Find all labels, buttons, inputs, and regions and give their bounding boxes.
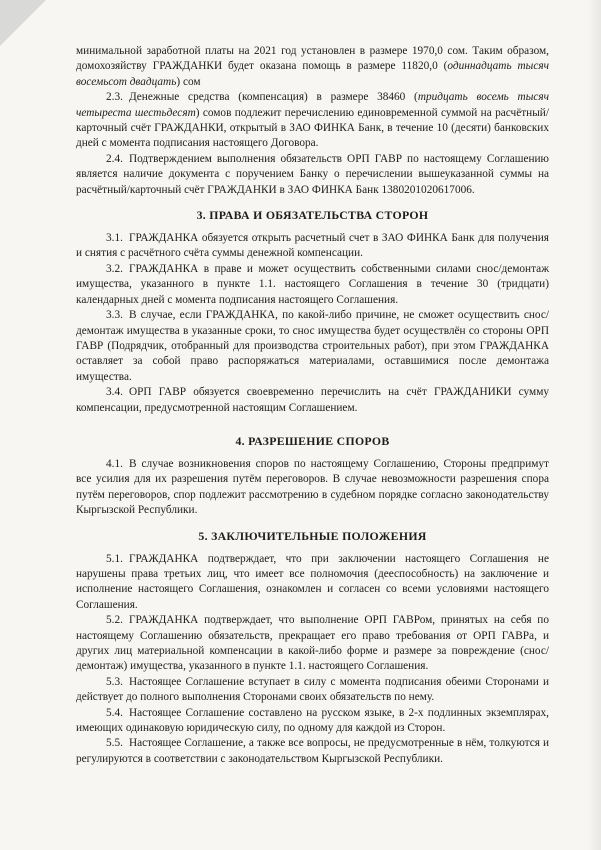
clause-number: 3.2. xyxy=(106,262,123,275)
clause-number: 5.5. xyxy=(106,737,123,750)
clause-text: ГРАЖДАНКА подтверждает, что при заключении настоящего Соглашения не нарушены права третьих лиц, что имеет все полномочия (дееспособность) на заключение и исполнение настоящего Соглашения, ознакомлен и согласен со всеми условиями настоящего Соглашения. xyxy=(76,552,549,611)
intro-text-end: ) сом xyxy=(176,75,201,88)
document-body xyxy=(76,44,549,767)
clause-5-1 xyxy=(76,552,549,614)
clause-number: 5.3. xyxy=(106,675,123,688)
clause-text: Настоящее Соглашение, а также все вопросы, не предусмотренные в нём, толкуются и регулируются в соответствии с законодательством Кыргызской Республики. xyxy=(76,737,549,765)
clause-5-3 xyxy=(76,675,549,706)
scan-edge-shadow xyxy=(587,0,601,850)
clause-text: Денежные средства (компенсация) в размере 38460 ( xyxy=(128,91,418,104)
clause-number: 3.4. xyxy=(106,386,123,399)
clause-text: В случае, если ГРАЖДАНКА, по какой-либо причине, не сможет осуществить снос/демонтаж имущества в указанные сроки, то снос имущества будет осуществлён со стороны ОРП ГАВР (Подрядчик, отобранный для производства строительных работ), при этом ГРАЖДАНКА оставляет за собой право распоряжаться материалами, оставшимися после демонтажа имущества. xyxy=(76,309,549,383)
clause-5-5 xyxy=(76,736,549,767)
clause-italic-amount: тридцать восемь тысяч четыреста шестьдесят xyxy=(76,91,550,119)
clause-text-end: ) сомов подлежит перечислению единовременной суммой на расчётный/карточный счёт ГРАЖДАНКИ, открытый в ЗАО ФИНКА Банк, в течение 10 (десяти) банковских дней с момента подписания настоящего Договора. xyxy=(76,106,549,150)
section-5-title: 5. ЗАКЛЮЧИТЕЛЬНЫЕ ПОЛОЖЕНИЯ xyxy=(198,528,427,543)
clause-number: 5.2. xyxy=(106,614,123,627)
clause-3-2 xyxy=(76,262,549,308)
clause-text: Настоящее Соглашение вступает в силу с момента подписания обеими Сторонами и действует до полного выполнения Сторонами своих обязательств по нему. xyxy=(76,675,549,704)
clause-text: Настоящее Соглашение составлено на русском языке, в 2-х подлинных экземплярах, имеющих одинаковую юридическую силу, по одному для каждой из Сторон. xyxy=(76,706,549,735)
clause-3-3 xyxy=(76,308,549,385)
intro-text: минимальной заработной платы на 2021 год установлен в размере 1970,0 сом. Таким образом, домохозяйству ГРАЖДАНКИ будет оказана помощь в размере 11820,0 ( xyxy=(76,45,549,73)
clause-text: ГРАЖДАНКА подтверждает, что выполнение ОРП ГАВРом, принятых на себя по настоящему Соглашению обязательств, прекращает его право требования от ОРП ГАВРа, и других лиц материальной компенсации в какой-либо форме и размере за повреждение (снос/демонтаж) имущества, указанного в пункте 1.1. настоящего Соглашения. xyxy=(76,614,549,673)
clause-3-1 xyxy=(76,231,549,262)
clause-number: 2.3. xyxy=(106,91,123,104)
clause-text: ГРАЖДАНКА обязуется открыть расчетный счет в ЗАО ФИНКА Банк для получения и снятия с расчётного счёта суммы денежной компенсации. xyxy=(76,232,549,260)
clause-text: Подтверждением выполнения обязательств ОРП ГАВР по настоящему Соглашению является наличие документа с поручением Банку о перечислении вышеуказанной суммы на расчётный/карточный счёт ГРАЖДАНКИ в ЗАО ФИНКА Банк 1380201020617006. xyxy=(76,152,549,196)
section-4-title: 4. РАЗРЕШЕНИЕ СПОРОВ xyxy=(235,433,390,448)
clause-2-4 xyxy=(76,152,549,198)
clause-text: ОРП ГАВР обязуется своевременно перечислить на счёт ГРАЖДАНИКИ сумму компенсации, предусмотренной настоящим Соглашением. xyxy=(76,386,549,414)
clause-3-4 xyxy=(76,385,549,416)
clause-number: 3.1. xyxy=(106,232,123,245)
intro-paragraph xyxy=(76,44,549,90)
clause-5-4 xyxy=(76,706,549,737)
clause-text: ГРАЖДАНКА в праве и может осуществить собственными силами снос/демонтаж имущества, указанного в пункте 1.1. настоящего Соглашения в течение 30 (тридцати) календарных дней с момента подписания настоящего Соглашения. xyxy=(76,262,549,306)
clause-number: 4.1. xyxy=(106,457,123,470)
intro-italic-amount: одиннадцать тысяч восемьсот двадцать xyxy=(76,60,549,88)
clause-number: 5.1. xyxy=(106,552,123,565)
section-3-title: 3. ПРАВА И ОБЯЗАТЕЛЬСТВА СТОРОН xyxy=(196,208,429,223)
clause-number: 3.3. xyxy=(106,309,123,322)
clause-4-1 xyxy=(76,457,549,519)
clause-5-2 xyxy=(76,613,549,675)
clause-number: 5.4. xyxy=(106,706,123,719)
clause-number: 2.4. xyxy=(106,152,123,165)
clause-text: В случае возникновения споров по настоящему Соглашению, Стороны предпримут все усилия для их разрешения путём переговоров. В случае невозможности разрешения спора путём переговоров, спор подлежит рассмотрению в судебном порядке согласно законодательству Кыргызской Республики. xyxy=(76,457,549,517)
page-corner-fold xyxy=(0,0,46,46)
clause-2-3 xyxy=(76,90,549,152)
